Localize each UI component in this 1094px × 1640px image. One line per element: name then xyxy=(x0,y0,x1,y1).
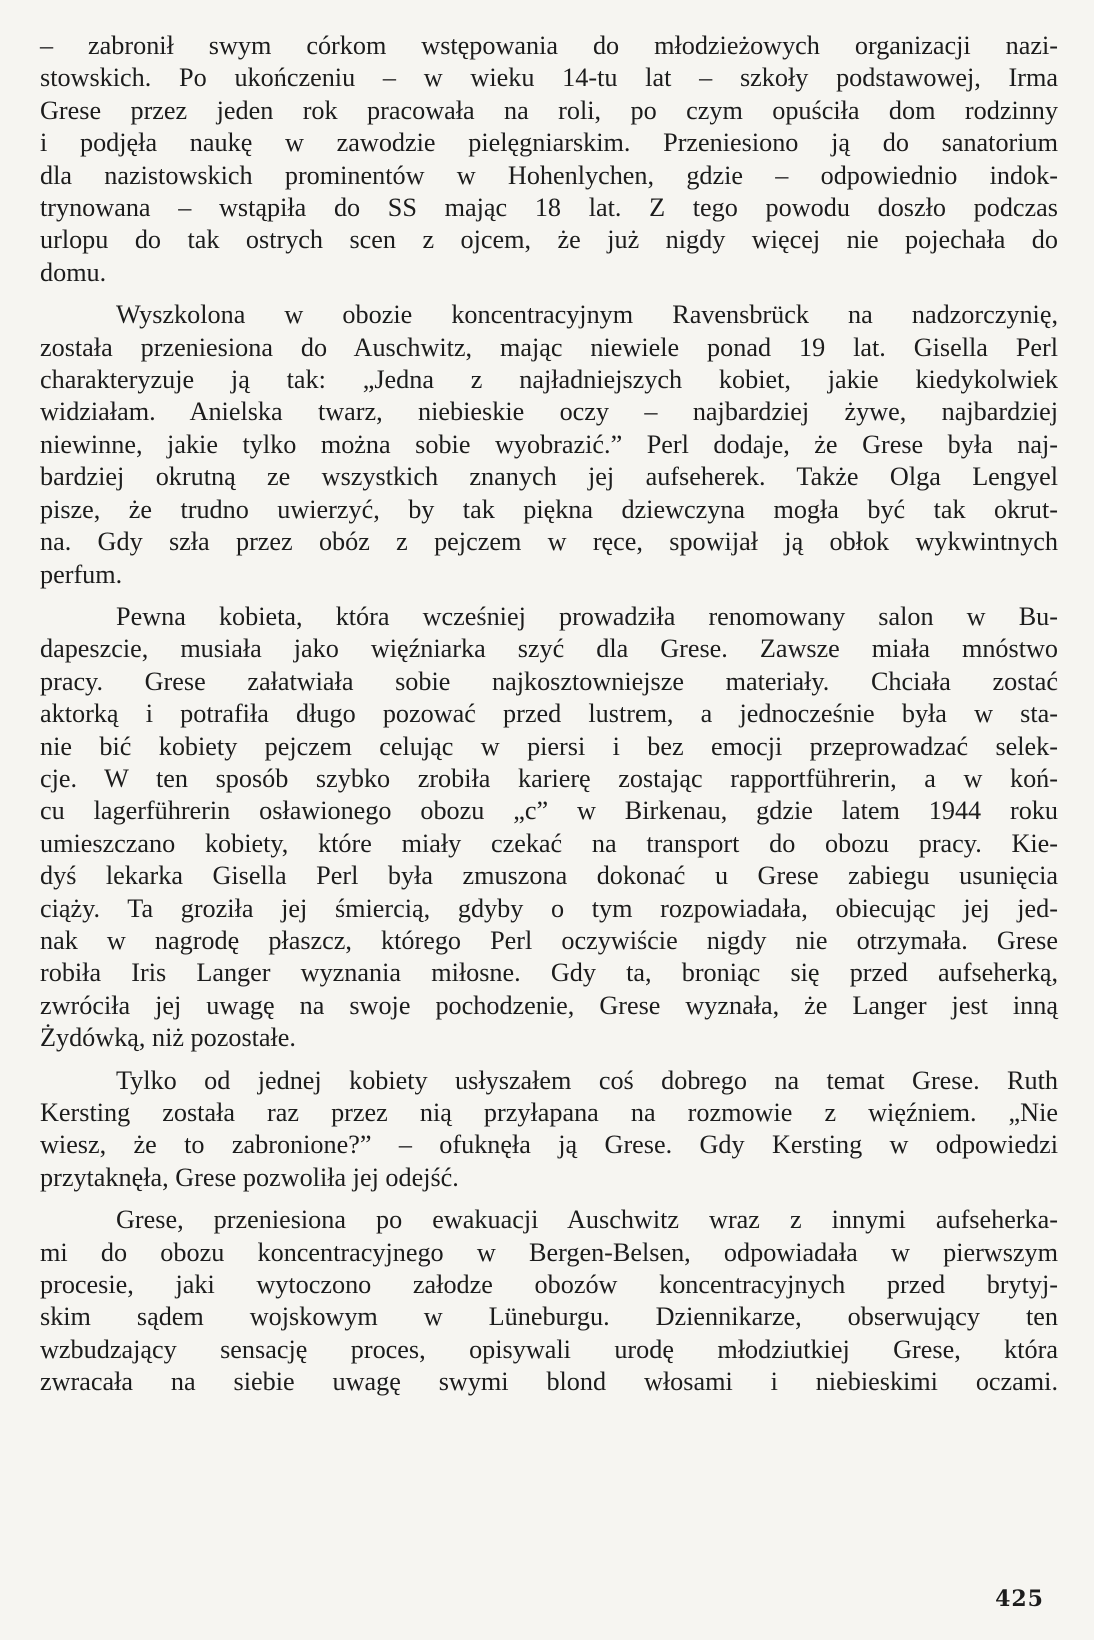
text-line: stowskich. Po ukończeniu – w wieku 14-tu lat – szkoły podstawowej, Irma xyxy=(40,63,1058,93)
text-line: perfum. xyxy=(40,559,123,589)
text-line: nie bić kobiety pejczem celując w piersi i bez emocji przeprowadzać selek- xyxy=(40,731,1058,761)
text-line: trynowana – wstąpiła do SS mając 18 lat. Z tego powodu doszło podczas xyxy=(40,193,1058,223)
text-line: aktorką i potrafiła długo pozować przed lustrem, a jednocześnie była w sta- xyxy=(40,699,1058,729)
text-line: dyś lekarka Gisella Perl była zmuszona dokonać u Grese zabiegu usunięcia xyxy=(40,861,1058,891)
text-line: Żydówką, niż pozostałe. xyxy=(40,1023,296,1053)
text-line: zwracała na siebie uwagę swymi blond włosami i niebieskimi oczami. xyxy=(40,1367,1058,1397)
text-line: niewinne, jakie tylko można sobie wyobrazić.” Perl dodaje, że Grese była naj- xyxy=(40,429,1058,459)
page-number: 425 xyxy=(995,1586,1044,1612)
text-line: – zabronił swym córkom wstępowania do młodzieżowych organizacji nazi- xyxy=(40,31,1058,60)
text-line: bardziej okrutną ze wszystkich znanych jej aufseherek. Także Olga Lengyel xyxy=(40,462,1058,492)
text-line: przytaknęła, Grese pozwoliła jej odejść. xyxy=(40,1162,459,1192)
text-line: i podjęła naukę w zawodzie pielęgniarskim. Przeniesiono ją do sanatorium xyxy=(40,128,1058,158)
paragraph-3 xyxy=(40,601,1058,1055)
text-line: domu. xyxy=(40,257,107,287)
text-line: pisze, że trudno uwierzyć, by tak piękna dziewczyna mogła być tak okrut- xyxy=(40,494,1058,524)
text-line: wiesz, że to zabronione?” – ofuknęła ją Grese. Gdy Kersting w odpowiedzi xyxy=(40,1130,1058,1160)
text-line: procesie, jaki wytoczono załodze obozów koncentracyjnych przed brytyj- xyxy=(40,1270,1058,1300)
text-line: dla nazistowskich prominentów w Hohenlychen, gdzie – odpowiednio indok- xyxy=(40,160,1058,190)
text-line: Grese, przeniesiona po ewakuacji Auschwitz wraz z innymi aufseherka- xyxy=(116,1205,1058,1235)
text-line: Wyszkolona w obozie koncentracyjnym Ravensbrück na nadzorczynię, xyxy=(116,300,1058,330)
paragraph-4 xyxy=(40,1065,1058,1195)
text-line: widziałam. Anielska twarz, niebieskie oczy – najbardziej żywe, najbardziej xyxy=(40,397,1058,427)
text-line: dapeszcie, musiała jako więźniarka szyć dla Grese. Zawsze miała mnóstwo xyxy=(40,634,1058,664)
text-line: Kersting została raz przez nią przyłapana na rozmowie z więźniem. „Nie xyxy=(40,1098,1058,1127)
text-line: robiła Iris Langer wyznania miłosne. Gdy ta, broniąc się przed aufseherką, xyxy=(40,958,1058,988)
text-line: charakteryzuje ją tak: „Jedna z najładniejszych kobiet, jakie kiedykolwiek xyxy=(40,365,1058,395)
text-line: mi do obozu koncentracyjnego w Bergen-Belsen, odpowiadała w pierwszym xyxy=(40,1237,1058,1267)
paragraph-1 xyxy=(40,30,1058,289)
text-line: Pewna kobieta, która wcześniej prowadziła renomowany salon w Bu- xyxy=(116,601,1058,631)
text-line: cje. W ten sposób szybko zrobiła karierę zostając rapportführerin, a w koń- xyxy=(40,763,1058,793)
text-line: skim sądem wojskowym w Lüneburgu. Dziennikarze, obserwujący ten xyxy=(40,1302,1058,1332)
text-line: cu lagerführerin osławionego obozu „c” w Birkenau, gdzie latem 1944 roku xyxy=(40,796,1058,826)
text-line: Tylko od jednej kobiety usłyszałem coś dobrego na temat Grese. Ruth xyxy=(116,1065,1058,1095)
text-line: na. Gdy szła przez obóz z pejczem w ręce, spowijał ją obłok wykwintnych xyxy=(40,527,1058,557)
text-line: wzbudzający sensację proces, opisywali urodę młodziutkiej Grese, która xyxy=(40,1334,1058,1364)
text-block xyxy=(40,30,1058,1409)
text-line: urlopu do tak ostrych scen z ojcem, że już nigdy więcej nie pojechała do xyxy=(40,225,1058,255)
paragraph-2 xyxy=(40,299,1058,591)
text-line: pracy. Grese załatwiała sobie najkosztowniejsze materiały. Chciała zostać xyxy=(40,666,1058,696)
text-line: została przeniesiona do Auschwitz, mając niewiele ponad 19 lat. Gisella Perl xyxy=(40,332,1058,362)
text-line: Grese przez jeden rok pracowała na roli, po czym opuściła dom rodzinny xyxy=(40,95,1058,125)
text-line: zwróciła jej uwagę na swoje pochodzenie, Grese wyznała, że Langer jest inną xyxy=(40,990,1058,1020)
text-line: ciąży. Ta groziła jej śmiercią, gdyby o tym rozpowiadała, obiecując jej jed- xyxy=(40,893,1058,923)
text-line: nak w nagrodę płaszcz, którego Perl oczywiście nigdy nie otrzymała. Grese xyxy=(40,925,1058,955)
text-line: umieszczano kobiety, które miały czekać na transport do obozu pracy. Kie- xyxy=(40,828,1058,858)
paragraph-5 xyxy=(40,1204,1058,1398)
